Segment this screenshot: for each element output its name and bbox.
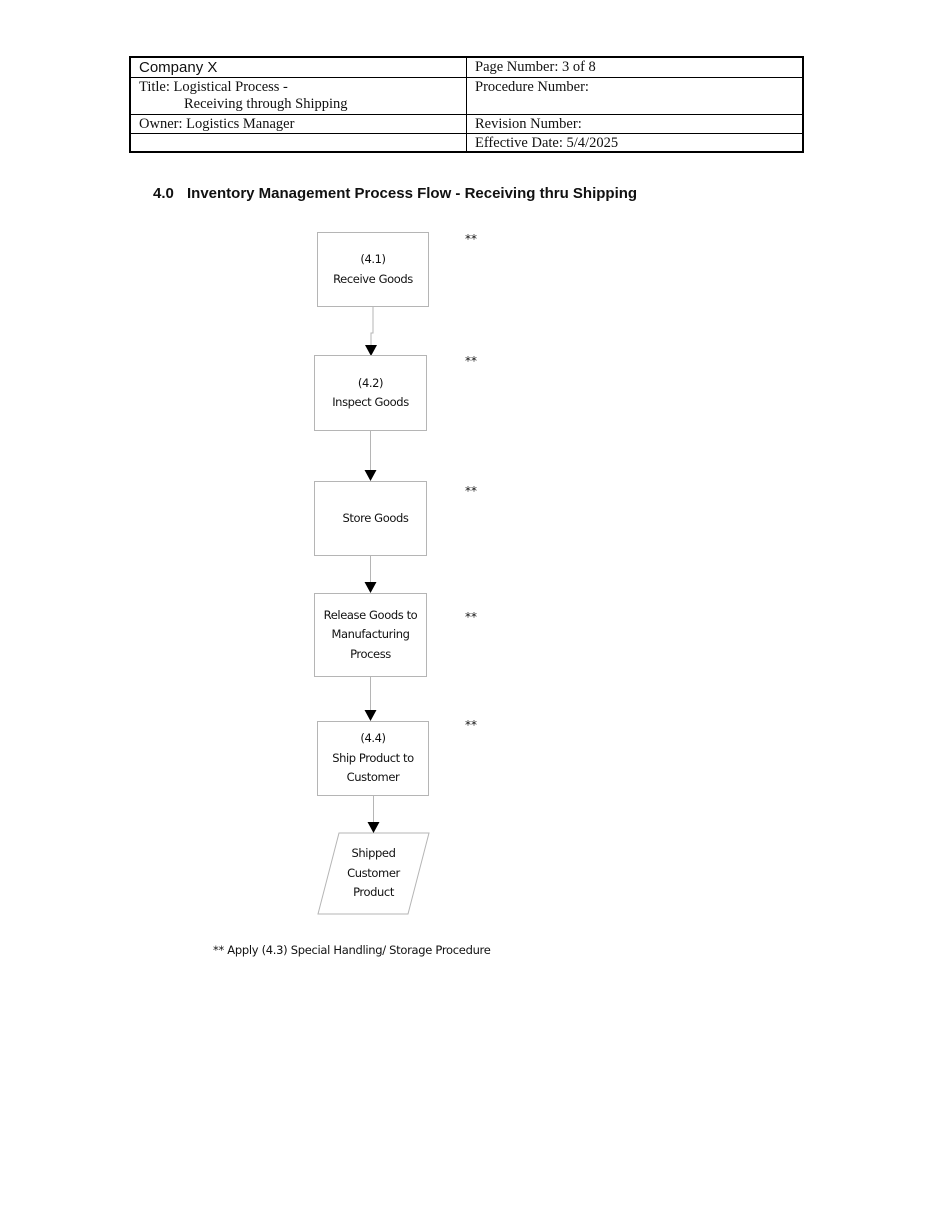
- revision-number: Revision Number:: [475, 116, 582, 132]
- special-handling-marker: **: [465, 232, 477, 246]
- section-number: 4.0: [153, 185, 174, 202]
- output-shipped-product: [318, 833, 429, 914]
- step-label-line: Ship Product to: [332, 750, 414, 765]
- connector-1: [371, 307, 373, 345]
- output-label-line: Product: [353, 885, 394, 900]
- output-label-line: Shipped: [351, 846, 396, 861]
- footnote: ** Apply (4.3) Special Handling/ Storage Procedure: [213, 943, 491, 957]
- arrowhead-4: [365, 710, 377, 721]
- arrowhead-5: [368, 822, 380, 833]
- step-label-line: Inspect Goods: [332, 395, 409, 409]
- special-handling-marker: **: [465, 484, 477, 498]
- step-ship-product: [317, 721, 429, 796]
- output-label-line: Customer: [347, 865, 400, 880]
- step-label-line: (4.2): [357, 375, 384, 390]
- step-label-line: (4.4): [360, 731, 386, 746]
- title-line-1: Title: Logistical Process -: [139, 79, 288, 95]
- step-label-line: Store Goods: [342, 510, 409, 525]
- step-label-line: Customer: [346, 770, 400, 785]
- step-label-line: Receive Goods: [333, 271, 413, 286]
- company-name: Company X: [131, 58, 467, 77]
- step-label-line: (4.1): [360, 252, 386, 266]
- effective-date: Effective Date: 5/4/2025: [475, 135, 619, 151]
- step-label-line: Release Goods to: [323, 607, 418, 622]
- document-owner: Owner: Logistics Manager: [131, 115, 467, 133]
- section-title: Inventory Management Process Flow - Receiving thru Shipping: [187, 185, 638, 202]
- step-label-line: Process: [350, 646, 391, 661]
- arrowhead-3: [365, 582, 377, 593]
- arrowhead-2: [365, 470, 377, 481]
- procedure-number: Procedure Number:: [475, 79, 589, 95]
- step-receive-goods: [317, 232, 429, 307]
- step-label-line: Manufacturing: [331, 627, 410, 642]
- step-store-goods: [314, 481, 427, 556]
- title-line-2: Receiving through Shipping: [184, 96, 348, 112]
- step-inspect-goods: [314, 355, 427, 431]
- special-handling-marker: **: [465, 718, 477, 732]
- special-handling-marker: **: [465, 354, 477, 368]
- page-number: Page Number: 3 of 8: [475, 59, 596, 75]
- step-release-goods: [314, 593, 427, 677]
- special-handling-marker: **: [465, 610, 477, 624]
